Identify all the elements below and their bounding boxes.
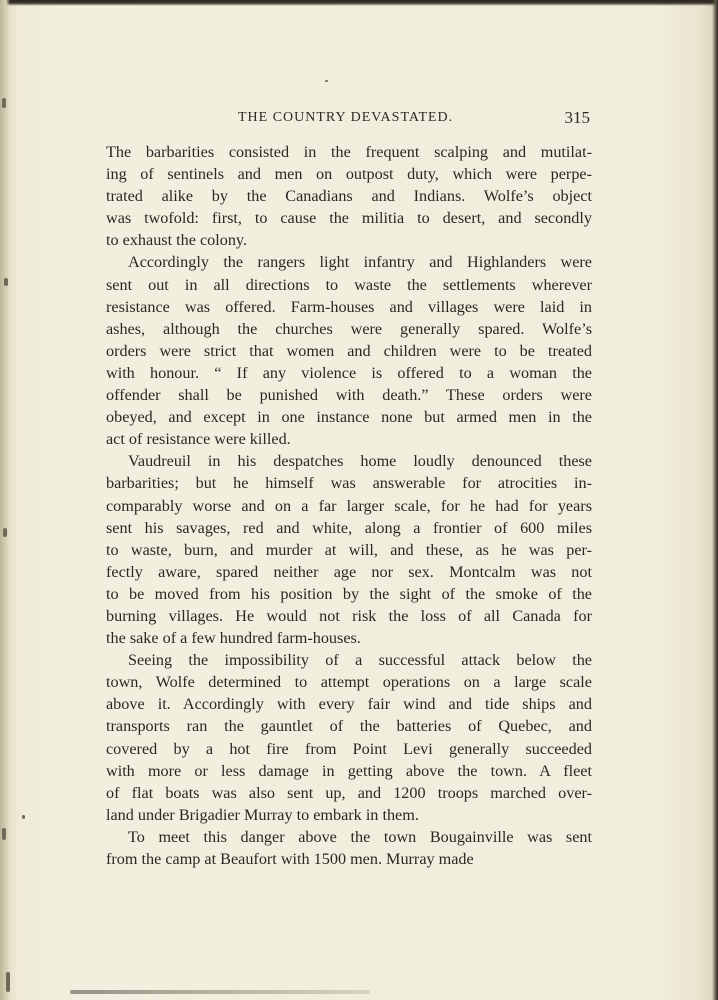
text-line: orders were strict that women and children were to be treated: [106, 341, 592, 360]
text-line: burning villages. He would not risk the loss of all Canada for: [106, 606, 592, 625]
text-line: town, Wolfe determined to attempt operations on a large scale: [106, 673, 592, 692]
text-line: Accordingly the rangers light infantry and Highlanders were: [128, 253, 592, 272]
text-line: The barbarities consisted in the frequent scalping and mutilat-: [106, 143, 592, 161]
text-line: Vaudreuil in his despatches home loudly denounced these: [128, 452, 592, 471]
text-line: ing of sentinels and men on outpost duty, which were perpe-: [106, 165, 592, 184]
text-line: resistance was offered. Farm-houses and villages were laid in: [106, 297, 592, 316]
text-line: of flat boats was also sent up, and 1200 troops marched over-: [106, 783, 592, 802]
text-line: sent his savages, red and white, along a frontier of 600 miles: [106, 518, 592, 537]
text-line: To meet this danger above the town Bougainville was sent: [128, 827, 592, 846]
paragraph: [106, 450, 592, 649]
paragraph: [106, 826, 592, 870]
text-line: fectly aware, spared neither age nor sex. Montcalm was not: [106, 562, 592, 581]
text-line: ashes, although the churches were generally spared. Wolfe’s: [106, 319, 592, 338]
margin-mark: [2, 828, 6, 840]
text-line: barbarities; but he himself was answerable for atrocities in-: [106, 474, 592, 493]
text-line: transports ran the gauntlet of the batteries of Quebec, and: [106, 717, 592, 736]
text-line: from the camp at Beaufort with 1500 men. Murray made: [106, 850, 474, 868]
text-line: was twofold: first, to cause the militia to desert, and secondly: [106, 209, 592, 228]
text-line: obeyed, and except in one instance none but armed men in the: [106, 408, 592, 427]
body-text: [106, 141, 592, 870]
text-line: with honour. “ If any violence is offered to a woman the: [106, 363, 592, 382]
printer-dot: [325, 80, 328, 82]
text-line: to exhaust the colony.: [106, 231, 248, 250]
page-right-edge: [712, 0, 718, 1000]
margin-mark: [4, 278, 8, 286]
page-binding-edge: [0, 0, 10, 1000]
text-line: act of resistance were killed.: [106, 430, 291, 449]
text-line: comparably worse and on a far larger scale, for he had for years: [106, 496, 592, 515]
margin-mark: [2, 98, 6, 108]
text-line: covered by a hot fire from Point Levi generally succeeded: [106, 739, 592, 758]
text-line: to be moved from his position by the sight of the smoke of the: [106, 584, 592, 603]
margin-mark: [6, 972, 10, 992]
text-line: land under Brigadier Murray to embark in them.: [106, 805, 419, 824]
text-line: Seeing the impossibility of a successful attack below the: [128, 651, 592, 670]
text-line: trated alike by the Canadians and Indians. Wolfe’s object: [106, 187, 592, 206]
margin-mark: [22, 815, 25, 819]
page-number: 315: [564, 108, 590, 127]
paragraph: [106, 141, 592, 251]
text-line: sent out in all directions to waste the settlements wherever: [106, 275, 592, 294]
running-header: [106, 108, 590, 132]
text-line: the sake of a few hundred farm-houses.: [106, 629, 361, 648]
paragraph: [106, 649, 592, 826]
text-line: above it. Accordingly with every fair wind and tide ships and: [106, 695, 592, 714]
text-line: offender shall be punished with death.” These orders were: [106, 386, 592, 405]
page-top-edge: [0, 0, 718, 6]
page-bottom-shadow: [70, 990, 370, 994]
paragraph: [106, 251, 592, 450]
margin-mark: [3, 528, 7, 537]
text-line: with more or less damage in getting above the town. A fleet: [106, 761, 592, 780]
text-line: to waste, burn, and murder at will, and these, as he was per-: [106, 540, 592, 559]
running-title: THE COUNTRY DEVASTATED.: [238, 110, 454, 125]
